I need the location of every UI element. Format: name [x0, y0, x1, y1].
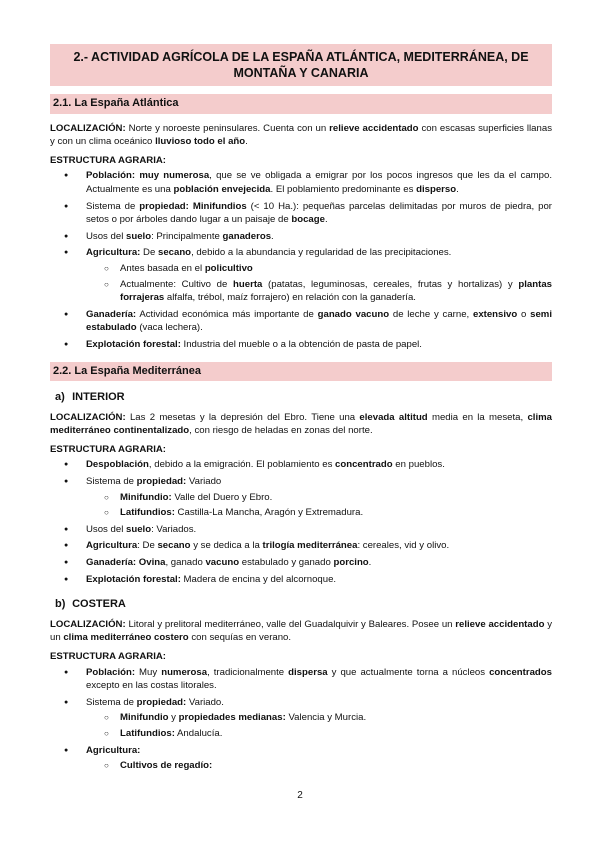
list-item: ● Sistema de propiedad: Variado. ○ Minifundio y propiedades medianas: Valencia y Murcia. ○ Latifundios: Andalucía. [50, 696, 552, 741]
subsection-heading-interior: a) INTERIOR [55, 391, 125, 404]
list-item: ● Sistema de propiedad: Variado ○ Minifundio: Valle del Duero y Ebro. ○ Latifundios: Castilla-La Mancha, Aragón y Extremadura. [50, 475, 552, 520]
list-item: ● Usos del suelo: Variados. [50, 523, 552, 537]
list-item: ● Agricultura: De secano y se dedica a la trilogía mediterránea: cereales, vid y olivo. [50, 539, 552, 553]
list-item: ● Usos del suelo: Principalmente ganaderos. [50, 230, 552, 244]
agricultura-sublist [86, 262, 552, 305]
costera-list [50, 666, 552, 773]
subsection-heading-costera: b) COSTERA [55, 598, 126, 611]
interior-list [50, 458, 552, 586]
list-item: ○ Minifundio: Valle del Duero y Ebro. [86, 491, 552, 505]
list-item: ○ Latifundios: Castilla-La Mancha, Aragón y Extremadura. [86, 506, 552, 520]
costera-estructura-label: ESTRUCTURA AGRARIA: [50, 651, 167, 662]
list-item: ● Ganadería: Ovina, ganado vacuno estabulado y ganado porcino. [50, 556, 552, 570]
list-item: ○ Latifundios: Andalucía. [86, 727, 552, 741]
list-item: ● Agricultura: ○ Cultivos de regadío: [50, 744, 552, 773]
list-item: ● Despoblación, debido a la emigración. El poblamiento es concentrado en pueblos. [50, 458, 552, 472]
propiedad-sublist [86, 491, 552, 520]
list-item: ● Agricultura: De secano, debido a la abundancia y regularidad de las precipitaciones. ○ Antes basada en el policultivo ○ Actualmente: Cultivo de huerta (patatas, leguminosas, cereales, frutas y hortalizas) y plantas forrajeras alfalfa, trébol, maíz forrajero) en relación con la ganadería. [50, 246, 552, 304]
section-heading-atlantica: 2.1. La España Atlántica [50, 94, 552, 114]
agricultura-sublist [86, 759, 552, 773]
page-content [50, 44, 552, 776]
list-item: ● Población: Muy numerosa, tradicionalmente dispersa y que actualmente torna a núcleos concentrados excepto en las costas litorales. [50, 666, 552, 693]
title-line-2: MONTAÑA Y CANARIA [233, 66, 369, 80]
propiedad-sublist [86, 711, 552, 740]
list-item: ● Explotación forestal: Industria del mueble o a la obtención de pasta de papel. [50, 338, 552, 352]
section-heading-mediterranea: 2.2. La España Mediterránea [50, 362, 552, 382]
list-item: ● Sistema de propiedad: Minifundios (< 10 Ha.): pequeñas parcelas delimitadas por muros de piedra, por setos o por árboles dando lugar a un paisaje de bocage. [50, 200, 552, 227]
page-number: 2 [297, 790, 303, 801]
costera-localizacion: LOCALIZACIÓN: Litoral y prelitoral mediterráneo, valle del Guadalquivir y Baleares. Posee un relieve accidentado y un clima mediterráneo costero con sequías en verano. [50, 618, 552, 644]
document-title [50, 44, 552, 86]
list-item: ● Ganadería: Actividad económica más importante de ganado vacuno de leche y carne, extensivo o semi estabulado (vaca lechera). [50, 308, 552, 335]
title-line-1: 2.- ACTIVIDAD AGRÍCOLA DE LA ESPAÑA ATLÁNTICA, MEDITERRÁNEA, DE [73, 50, 529, 64]
interior-estructura-label: ESTRUCTURA AGRARIA: [50, 443, 167, 455]
atlantica-list [50, 169, 552, 351]
list-item: ● Explotación forestal: Madera de encina y del alcornoque. [50, 573, 552, 587]
atlantica-estructura-label: ESTRUCTURA AGRARIA: [50, 154, 167, 166]
list-item: ○ Cultivos de regadío: [86, 759, 552, 773]
atlantica-localizacion: LOCALIZACIÓN: Norte y noroeste peninsulares. Cuenta con un relieve accidentado con escasas superficies llanas y con un clima oceánico lluvioso todo el año. [50, 122, 552, 148]
list-item: ○ Antes basada en el policultivo [86, 262, 552, 276]
interior-localizacion: LOCALIZACIÓN: Las 2 mesetas y la depresión del Ebro. Tiene una elevada altitud media en la meseta, clima mediterráneo continentalizado, con riesgo de heladas en zonas del norte. [50, 411, 552, 437]
list-item: ○ Actualmente: Cultivo de huerta (patatas, leguminosas, cereales, frutas y hortalizas) y plantas forrajeras alfalfa, trébol, maíz forrajero) en relación con la ganadería. [86, 278, 552, 305]
list-item: ○ Minifundio y propiedades medianas: Valencia y Murcia. [86, 711, 552, 725]
list-item: ● Población: muy numerosa, que se ve obligada a emigrar por los pocos ingresos que les da el campo. Actualmente es una población envejecida. El poblamiento predominante es disperso. [50, 169, 552, 196]
